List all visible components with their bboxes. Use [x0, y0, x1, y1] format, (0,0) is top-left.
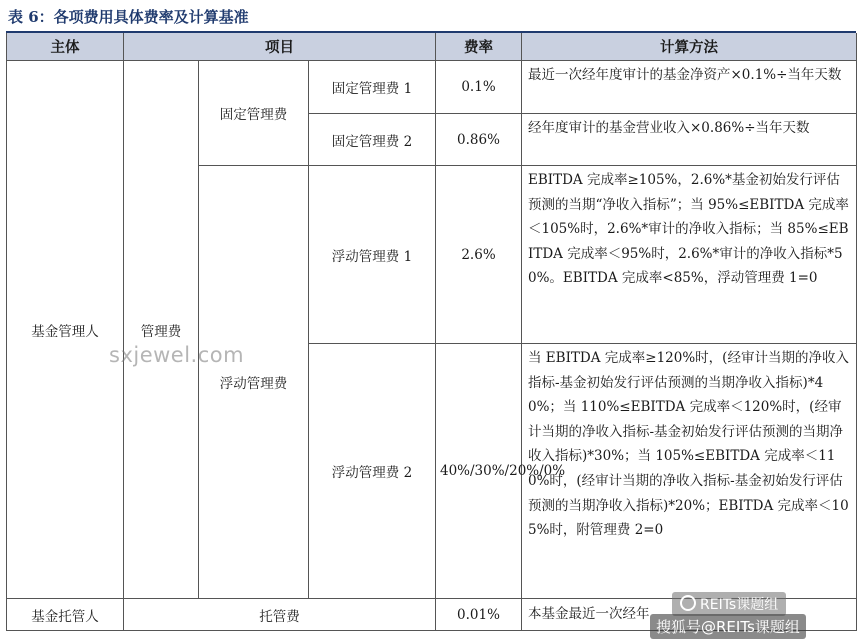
table-row — [7, 61, 857, 114]
header-item: 项目 — [124, 33, 436, 61]
brand-badge — [672, 592, 786, 616]
rate-float1: 2.6% — [436, 166, 522, 344]
brand-footer: 搜狐号@REITs课题组 — [650, 614, 806, 639]
method-float2: 当 EBITDA 完成率≥120%时，(经审计当期的净收入指标-基金初始发行评估预测的当期净收入指标)*40%；当 110%≤EBITDA 完成率＜120%时，(经审计当期的净收入指标-基金初始发行评估预测的当期净收入指标)*30%；当 105%≤EBITDA 完成率＜110%时，(经审计当期的净收入指标-基金初始发行评估预测的当期净收入指标)*20%；EBITDA 完成率＜105%时，附管理费 2=0 — [522, 344, 857, 599]
brand-badge-label: REITs课题组 — [700, 597, 779, 613]
header-method: 计算方法 — [522, 33, 857, 61]
rate-custodian: 0.01% — [436, 599, 522, 631]
rate-fixed1: 0.1% — [436, 61, 522, 114]
method-float1: EBITDA 完成率≥105%，2.6%*基金初始发行评估预测的当期“净收入指标”；当 95%≤EBITDA 完成率＜105%时，2.6%*审计的净收入指标；当 85%≤EBITDA 完成率＜95%时，2.6%*审计的净收入指标*50%。EBITDA 完成率<85%，浮动管理费 1=0 — [522, 166, 857, 344]
header-row — [7, 33, 857, 61]
method-fixed2: 经年度审计的基金营业收入×0.86%÷当年天数 — [522, 114, 857, 166]
item-fixed1: 固定管理费 1 — [309, 61, 436, 114]
method-custodian: 本基金最近一次经年 — [522, 599, 857, 631]
subject-manager: 基金管理人 — [7, 61, 124, 599]
item-float2: 浮动管理费 2 — [309, 344, 436, 599]
item-float1: 浮动管理费 1 — [309, 166, 436, 344]
subject-custodian: 基金托管人 — [7, 599, 124, 631]
rate-fixed2: 0.86% — [436, 114, 522, 166]
fee-table — [6, 33, 857, 631]
item-float-fee: 浮动管理费 — [199, 166, 309, 599]
method-fixed1: 最近一次经年度审计的基金净资产×0.1%÷当年天数 — [522, 61, 857, 114]
header-subject: 主体 — [7, 33, 124, 61]
item-mgmt-fee: 管理费 — [124, 61, 199, 599]
rate-float2: 40%/30%/20%/0% — [436, 344, 522, 599]
site-watermark: sxjewel.com — [109, 343, 245, 367]
item-custodian-fee: 托管费 — [124, 599, 436, 631]
wechat-icon — [680, 595, 696, 611]
header-rate: 费率 — [436, 33, 522, 61]
item-fixed-fee: 固定管理费 — [199, 61, 309, 166]
table-caption: 表 6：各项费用具体费率及计算基准 — [8, 8, 249, 26]
item-fixed2: 固定管理费 2 — [309, 114, 436, 166]
